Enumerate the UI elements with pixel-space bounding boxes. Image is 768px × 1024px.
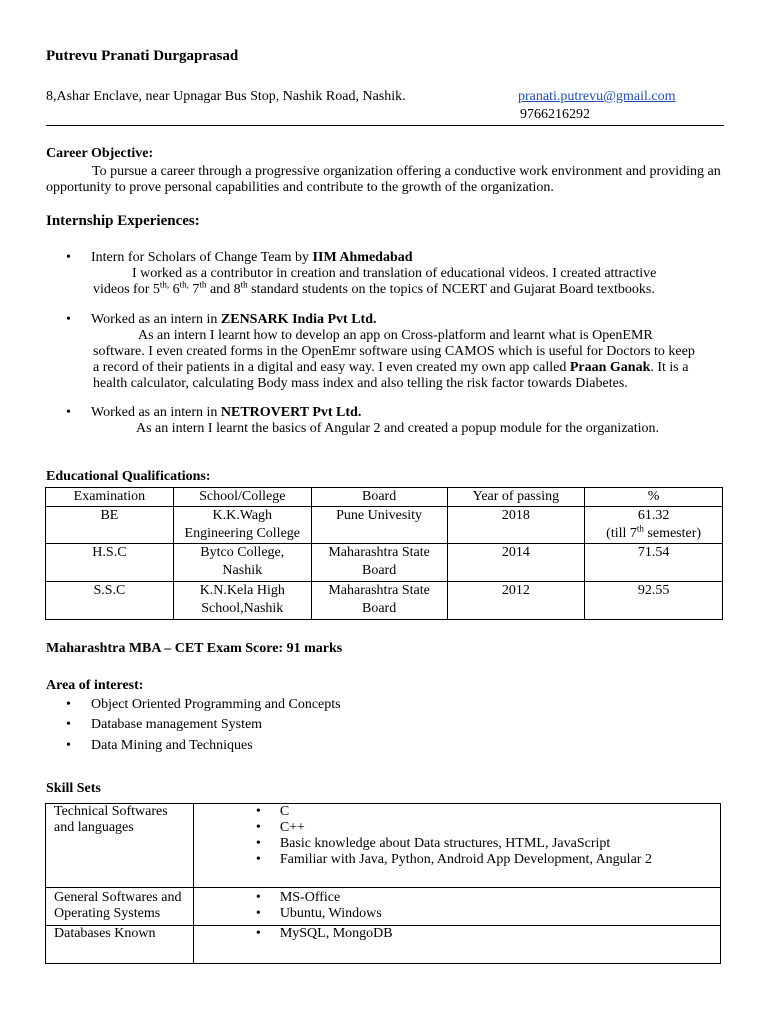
internship-2-line-2: software. I even created forms in the OpenEmr software using CAMOS which is useful for Doctors to keep xyxy=(93,344,695,359)
internship-3-title: Worked as an intern in NETROVERT Pvt Ltd. xyxy=(91,405,362,420)
internship-2-line-1: As an intern I learnt how to develop an app on Cross-platform and learnt what is OpenEMR xyxy=(138,328,653,343)
board-cell: Maharashtra State Board xyxy=(311,544,447,582)
bullet-icon: • xyxy=(66,697,71,712)
career-objective-heading: Career Objective: xyxy=(46,146,154,161)
list-item: • Basic knowledge about Data structures, HTML, JavaScript xyxy=(256,836,720,852)
column-header: Examination xyxy=(46,488,174,507)
list-item: • C xyxy=(256,804,720,820)
year-cell: 2014 xyxy=(447,544,585,582)
internship-1-line-1: I worked as a contributor in creation and translation of educational videos. I created attractive xyxy=(132,266,657,281)
table-row xyxy=(46,926,721,964)
percent-cell: 71.54 xyxy=(585,544,723,582)
phone-number: 9766216292 xyxy=(520,107,590,122)
internship-2-line-3: a record of their patients in a digital and easy way. I even created my own app called Praan Ganak. It is a xyxy=(93,360,689,375)
bullet-icon: • xyxy=(66,405,71,420)
career-objective-line-1: To pursue a career through a progressive organization offering a conductive work environment and providing an xyxy=(92,164,721,179)
education-heading: Educational Qualifications: xyxy=(46,469,211,484)
percent-cell: 92.55 xyxy=(585,582,723,620)
skill-items xyxy=(193,926,720,964)
internship-3-line-1: As an intern I learnt the basics of Angular 2 and created a popup module for the organization. xyxy=(136,421,660,436)
address: 8,Ashar Enclave, near Upnagar Bus Stop, Nashik Road, Nashik. xyxy=(46,89,406,104)
header-divider xyxy=(46,125,724,126)
career-objective-line-2: opportunity to prove personal capabilities and contribute to the growth of the organization. xyxy=(46,180,554,195)
school-cell: K.N.Kela High School,Nashik xyxy=(173,582,311,620)
internship-2-line-4: health calculator, calculating Body mass index and also telling the risk factor towards Diabetes. xyxy=(93,376,628,391)
year-cell: 2012 xyxy=(447,582,585,620)
exam-cell: H.S.C xyxy=(46,544,174,582)
percent-cell: 61.32 (till 7th semester) xyxy=(585,507,723,544)
bullet-icon: • xyxy=(66,738,71,753)
skill-items xyxy=(193,804,720,888)
school-cell: K.K.Wagh Engineering College xyxy=(173,507,311,544)
list-item: • C++ xyxy=(256,820,720,836)
bullet-icon: • xyxy=(66,717,71,732)
column-header: Year of passing xyxy=(447,488,585,507)
skill-category: Databases Known xyxy=(46,926,194,964)
internships-heading: Internship Experiences: xyxy=(46,213,200,229)
table-row xyxy=(46,507,723,544)
email-link[interactable]: pranati.putrevu@gmail.com xyxy=(518,89,676,104)
exam-cell: S.S.C xyxy=(46,582,174,620)
interests-heading: Area of interest: xyxy=(46,678,144,693)
list-item: • Familiar with Java, Python, Android App Development, Angular 2 xyxy=(256,852,720,868)
list-item: • Ubuntu, Windows xyxy=(256,906,720,922)
internship-2-title: Worked as an intern in ZENSARK India Pvt Ltd. xyxy=(91,312,377,327)
year-cell: 2018 xyxy=(447,507,585,544)
skill-category: General Softwares and Operating Systems xyxy=(46,888,194,926)
mba-cet-score: Maharashtra MBA – CET Exam Score: 91 marks xyxy=(46,641,343,656)
list-item: • MS-Office xyxy=(256,890,720,906)
table-row xyxy=(46,544,723,582)
skills-heading: Skill Sets xyxy=(46,781,101,796)
board-cell: Maharashtra State Board xyxy=(311,582,447,620)
column-header: Board xyxy=(311,488,447,507)
skills-table xyxy=(45,803,721,964)
exam-cell: BE xyxy=(46,507,174,544)
skill-items xyxy=(193,888,720,926)
school-cell: Bytco College, Nashik xyxy=(173,544,311,582)
candidate-name: Putrevu Pranati Durgaprasad xyxy=(46,48,239,64)
table-row xyxy=(46,582,723,620)
list-item: • MySQL, MongoDB xyxy=(256,926,720,942)
list-item: Data Mining and Techniques xyxy=(91,738,253,753)
internship-1-line-2: videos for $5^{th,}$ $6^{th,}$ 7th and 8th standard students on the topics of NCERT and Gujarat Board textbooks. xyxy=(93,279,655,297)
column-header: School/College xyxy=(173,488,311,507)
table-row xyxy=(46,804,721,888)
internship-1-title: Intern for Scholars of Change Team by IIM Ahmedabad xyxy=(91,250,413,265)
bullet-icon: • xyxy=(66,312,71,327)
list-item: Database management System xyxy=(91,717,263,732)
list-item: Object Oriented Programming and Concepts xyxy=(91,697,341,712)
board-cell: Pune Univesity xyxy=(311,507,447,544)
skill-category: Technical Softwares and languages xyxy=(46,804,194,888)
table-row xyxy=(46,888,721,926)
education-table xyxy=(45,487,723,620)
bullet-icon: • xyxy=(66,250,71,265)
table-header-row xyxy=(46,488,723,507)
column-header: % xyxy=(585,488,723,507)
